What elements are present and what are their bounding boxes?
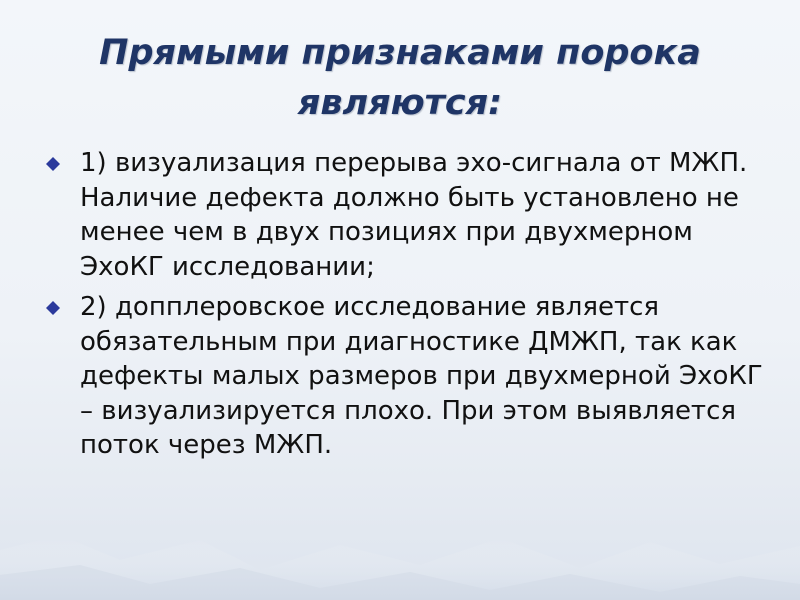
bullet-text-2: 2) допплеровское исследование является обязательным при диагностике ДМЖП, так как дефекты малых размеров при двухмерной ЭхоКГ – визуализируется плохо. При этом выявляется поток через МЖП. [80,292,763,460]
bullet-item-1 [46,146,766,284]
slide-title-line-2: являются: [297,83,503,123]
slide-title-line-1: Прямыми признаками порока [99,33,701,73]
background-texture [0,480,800,600]
diamond-bullet-icon [46,157,60,171]
diamond-bullet-icon [46,301,60,315]
bullet-text-1: 1) визуализация перерыва эхо-сигнала от МЖП. Наличие дефекта должно быть установлено не менее чем в двух позициях при двухмерном ЭхоКГ исследовании; [80,148,748,282]
bullet-list [46,146,766,469]
bullet-item-2 [46,290,766,463]
slide-title [0,28,800,128]
